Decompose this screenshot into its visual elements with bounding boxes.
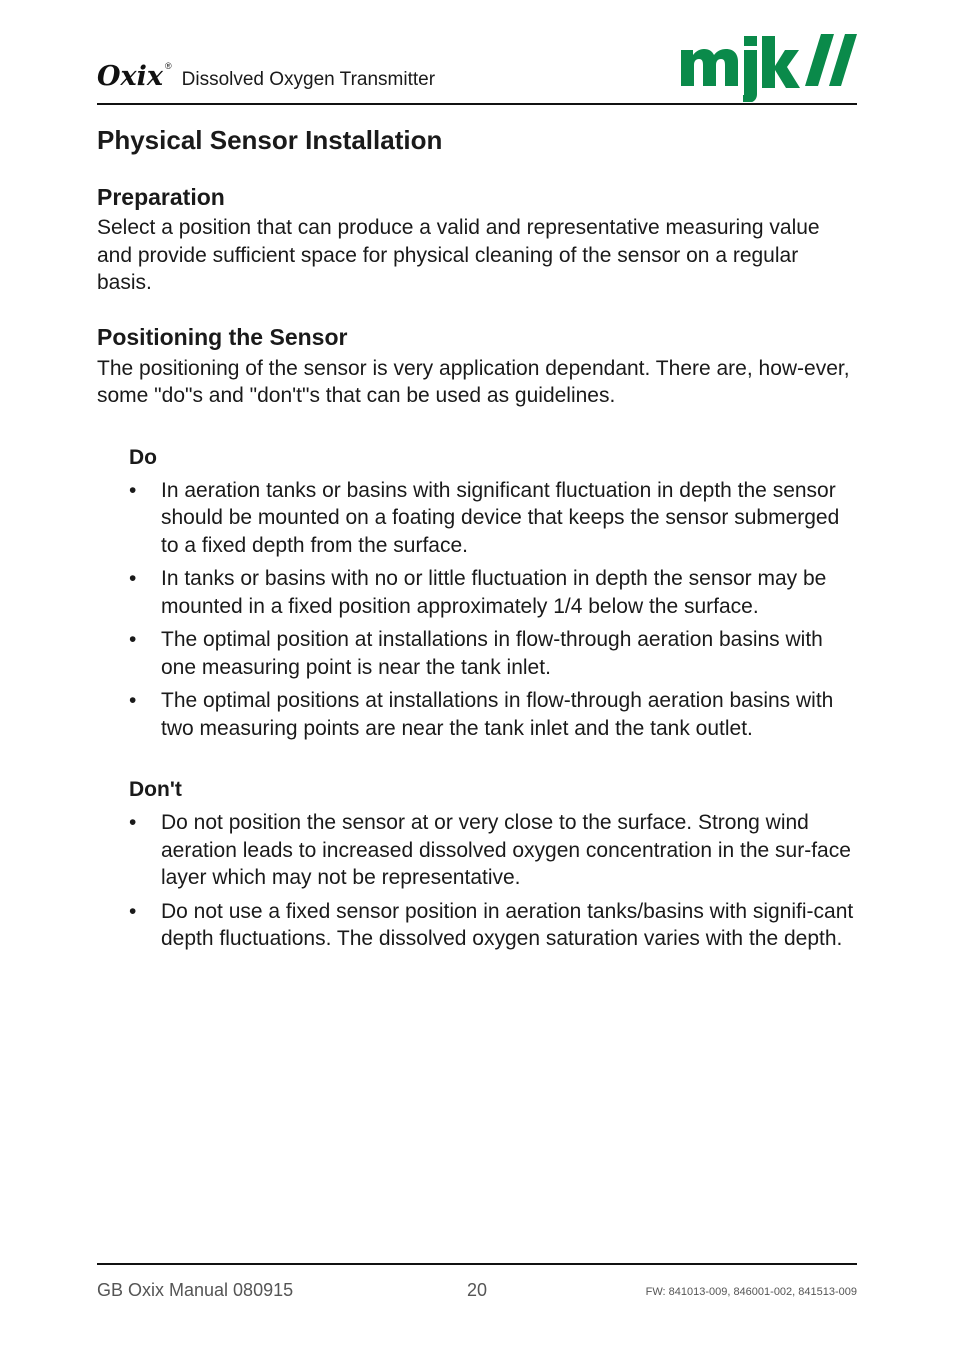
dont-list bbox=[129, 809, 857, 953]
preparation-text: Select a position that can produce a valid and representative measuring value and provide sufficient space for physical cleaning of the sensor on a regular basis. bbox=[97, 216, 820, 294]
page-title: Physical Sensor Installation bbox=[97, 125, 443, 155]
list-item-text: Do not use a fixed sensor position in aeration tanks/basins with signifi-cant depth fluctuations. The dissolved oxygen saturation varies with the depth. bbox=[161, 899, 854, 950]
list-item-text: Do not position the sensor at or very close to the surface. Strong wind aeration leads to increased dissolved oxygen concentration in the sur-face layer which may not be representative. bbox=[161, 811, 851, 889]
dont-heading: Don't bbox=[129, 778, 182, 801]
list-item-text: The optimal positions at installations in flow-through aeration basins with two measuring points are near the tank inlet and the tank outlet. bbox=[161, 689, 834, 740]
list-item-text: In tanks or basins with no or little fluctuation in depth the sensor may be mounted in a fixed position approximately 1/4 below the surface. bbox=[161, 567, 827, 618]
dont-section bbox=[129, 777, 857, 953]
do-heading: Do bbox=[129, 445, 157, 469]
bullet-icon: • bbox=[129, 899, 137, 923]
mjk-logo bbox=[679, 32, 857, 102]
list-item bbox=[129, 565, 857, 620]
manual-reference: GB Oxix Manual 080915 bbox=[97, 1280, 294, 1300]
page-number: 20 bbox=[467, 1280, 488, 1300]
list-item bbox=[129, 809, 857, 892]
product-brand bbox=[97, 60, 435, 90]
preparation-heading: Preparation bbox=[97, 184, 225, 210]
bullet-icon: • bbox=[129, 689, 137, 712]
do-section bbox=[129, 445, 857, 743]
list-item bbox=[129, 626, 857, 681]
product-subtitle: Dissolved Oxygen Transmitter bbox=[181, 69, 436, 90]
list-item-text: In aeration tanks or basins with significant fluctuation in depth the sensor should be mounted on a foating device that keeps the sensor submerged to a fixed depth from the surface. bbox=[161, 478, 840, 557]
list-item bbox=[129, 687, 857, 742]
positioning-heading: Positioning the Sensor bbox=[97, 323, 348, 350]
bullet-icon: • bbox=[129, 628, 137, 651]
page-footer bbox=[97, 1280, 857, 1304]
oxix-logo: Oxix bbox=[97, 61, 163, 92]
bullet-icon: • bbox=[129, 478, 137, 502]
bullet-icon: • bbox=[129, 811, 137, 834]
bullet-icon: • bbox=[129, 567, 137, 590]
list-item bbox=[129, 898, 857, 953]
page-content bbox=[97, 124, 857, 959]
firmware-reference: FW: 841013-009, 846001-002, 841513-009 bbox=[645, 1286, 857, 1298]
footer-divider bbox=[97, 1263, 857, 1265]
list-item bbox=[129, 477, 857, 560]
list-item-text: The optimal position at installations in flow-through aeration basins with one measuring point is near the tank inlet. bbox=[161, 628, 823, 679]
section-positioning bbox=[97, 323, 857, 410]
header-divider bbox=[97, 103, 857, 105]
positioning-text: The positioning of the sensor is very application dependant. There are, how-ever, some "do"s and "don't"s that can be used as guidelines. bbox=[97, 356, 850, 407]
registered-mark: ® bbox=[164, 61, 172, 71]
page-header bbox=[97, 32, 857, 106]
do-list bbox=[129, 477, 857, 743]
section-preparation bbox=[97, 183, 857, 297]
